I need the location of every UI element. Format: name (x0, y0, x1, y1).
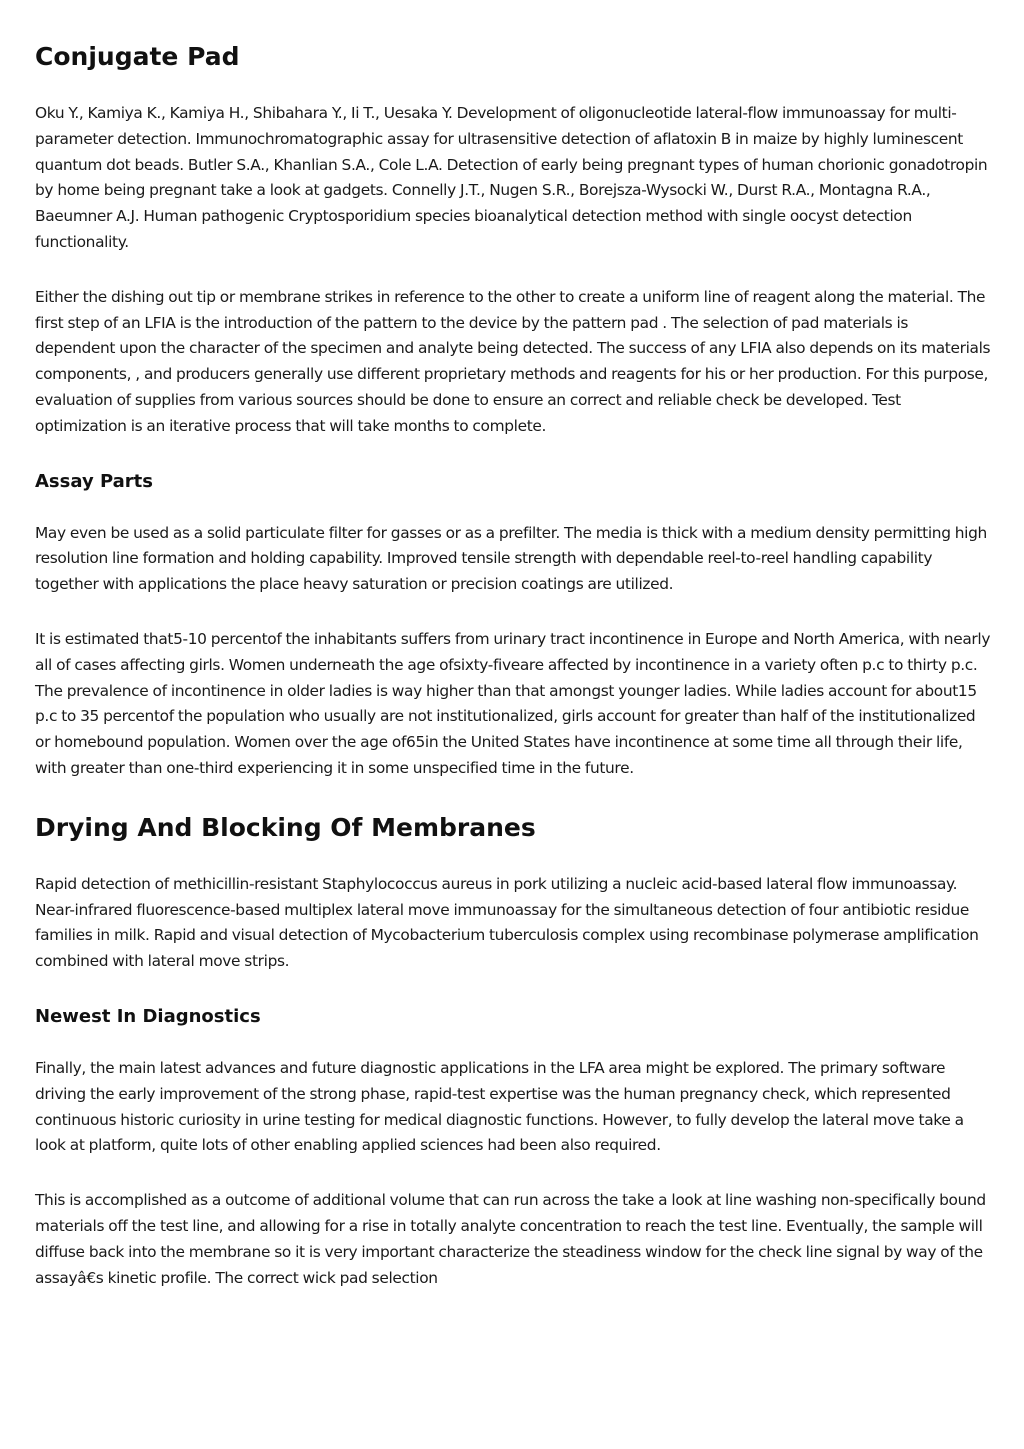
paragraph-incontinence: It is estimated that5-10 percentof the inhabitants suffers from urinary tract incontinence in Europe and North America, with nearly all of cases affecting girls. Women underneath the age ofsixty-fiveare affected by incontinence in a variety often p.c to thirty p.c. The prevalence of incontinence in older ladies is way higher than that amongst younger ladies. While ladies account for about15 p.c to 35 percentof the population who usually are not institutionalized, girls account for greater than half of the institutionalized or homebound population. Women over the age of65in the United States have incontinence at some time all through their life, with greater than one-third experiencing it in some unspecified time in the future. (35, 629, 991, 777)
paragraph-advances: Finally, the main latest advances and future diagnostic applications in the LFA area might be explored. The primary software driving the early improvement of the strong phase, rapid-test expertise was the human pregnancy check, which represented continuous historic curiosity in urine testing for medical diagnostic functions. However, to fully develop the lateral move take a look at platform, quite lots of other enabling applied sciences had been also required. (35, 1058, 964, 1155)
heading-assay-parts: Assay Parts (35, 470, 154, 492)
paragraph-filter-media: May even be used as a solid particulate filter for gasses or as a prefilter. The media is thick with a medium density permitting high resolution line formation and holding capability. Improved tensile strength with dependable reel-to-reel handling capability together with applications the place heavy saturation or precision coatings are utilized. (35, 523, 987, 594)
heading-conjugate-pad: Conjugate Pad (35, 42, 240, 71)
heading-drying-blocking: Drying And Blocking Of Membranes (35, 812, 536, 842)
paragraph-rapid-detection: Rapid detection of methicillin-resistant Staphylococcus aureus in pork utilizing a nucleic acid-based lateral flow immunoassay. Near-infrared fluorescence-based multiplex lateral move immunoassay for the simultaneous detection of four antibiotic residue families in milk. Rapid and visual detection of Mycobacterium tuberculosis complex using recombinase polymerase amplification combined with lateral move strips. (35, 874, 979, 971)
article (35, 40, 991, 1291)
paragraph-dispensing: Either the dishing out tip or membrane strikes in reference to the other to create a uniform line of reagent along the material. The first step of an LFIA is the introduction of the pattern to the device by the pattern pad . The selection of pad materials is dependent upon the character of the specimen and analyte being detected. The success of any LFIA also depends on its materials components, , and producers generally use different proprietary methods and reagents for his or her production. For this purpose, evaluation of supplies from various sources should be done to ensure an correct and reliable check be developed. Test optimization is an iterative process that will take months to complete. (35, 287, 991, 435)
paragraph-references: Oku Y., Kamiya K., Kamiya H., Shibahara Y., Ii T., Uesaka Y. Development of oligonucleotide lateral-flow immunoassay for multi-parameter detection. Immunochromatographic assay for ultrasensitive detection of aflatoxin B in maize by highly luminescent quantum dot beads. Butler S.A., Khanlian S.A., Cole L.A. Detection of early being pregnant types of human chorionic gonadotropin by home being pregnant take a look at gadgets. Connelly J.T., Nugen S.R., Borejsza-Wysocki W., Durst R.A., Montagna R.A., Baeumner A.J. Human pathogenic Cryptosporidium species bioanalytical detection method with single oocyst detection functionality. (35, 104, 988, 251)
paragraph-wick-pad: This is accomplished as a outcome of additional volume that can run across the take a look at line washing non-specifically bound materials off the test line, and allowing for a rise in totally analyte concentration to reach the test line. Eventually, the sample will diffuse back into the membrane so it is very important characterize the steadiness window for the check line signal by way of the assayâ€s kinetic profile. The correct wick pad selection (35, 1191, 986, 1287)
heading-newest-diagnostics: Newest In Diagnostics (35, 1005, 261, 1027)
